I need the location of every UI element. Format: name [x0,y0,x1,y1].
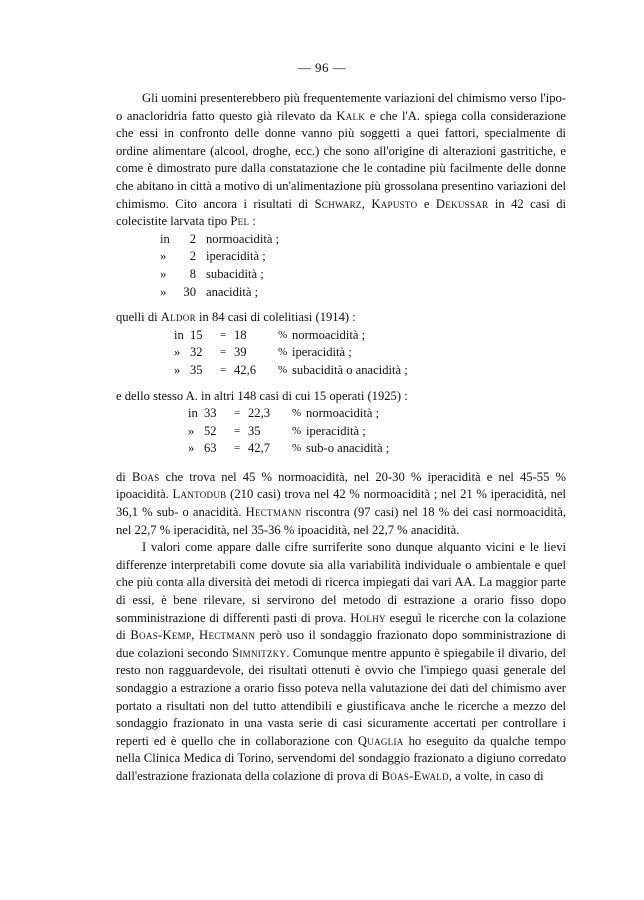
list-count: 32 [190,345,203,360]
author-name: Dekussar [435,196,489,211]
text-run: , [361,196,372,211]
list-item [174,327,566,345]
percent-sign: % [292,407,302,420]
paragraph-3 [116,388,566,406]
list-prefix: » [174,362,181,377]
list-count: 35 [190,362,203,377]
text-run: , [191,628,200,643]
list-count: 30 [183,284,196,299]
text-run: ho eseguito da qualche tempo nella Clinica Medica di Torino, servendomi del sondaggio frazionato a digiuno corredato dall'estrazione frazionata della colazione di prova di [116,733,566,783]
list-count: 33 [204,406,217,421]
list-item [188,423,566,441]
list-item [160,248,566,266]
percent-sign: % [278,363,288,376]
list-label: normoacidità ; [306,406,380,421]
list-label: normoacidità ; [206,231,280,246]
list-label: subacidità o anacidità ; [292,362,408,377]
author-name: Hectmann [245,505,302,520]
author-name: Hectmann [199,628,256,643]
list-label: iperacidità ; [206,249,266,264]
paragraph-2 [116,309,566,327]
list-value: 42,6 [234,362,257,377]
list-prefix: » [160,249,167,264]
equals-sign: = [234,407,241,420]
text-run: . Comunque mentre appunto è spiegabile il divario, del resto non ragguardevole, dei risultati ottenuti è ovvio che l'impiego quasi generale del sondaggio a estrazione a orario fisso poteva nella valutazione dei dati del chimismo aver portato a risultati non del tutto attendibili e giustificava anche le ricerche a mezzo del sondaggio frazionato in una vasta serie di casi sicuramente accertati per controllare i reperti ed è quello che in collaborazione con [116,645,566,748]
percent-sign: % [292,424,302,437]
author-name: Pel [230,214,250,229]
text-run: Gli uomini presenterebbero più frequentemente variazioni del chimismo verso l'ipo-o anacloridria fatto questo già rilevato da [116,91,566,123]
text-run: riscontra (97 casi) nel 18 % dei casi normoacidità, nel 22,7 % iperacidità, nel 35-36 % ipoacidità, nel 22,7 % anacidità. [116,505,567,537]
author-name: Lantodub [172,487,227,502]
text-run: in 84 casi di colelitiasi (1914) : [195,310,356,325]
paragraph-4 [116,469,566,539]
list-item [160,284,566,302]
text-run: di [116,469,132,484]
list-label: subacidità ; [206,266,264,281]
paragraph-1 [116,90,566,231]
author-name: Kapusto [371,196,418,211]
list-label: anacidità ; [206,284,259,299]
author-name: Simnitzky [232,645,287,660]
list-count: 52 [204,423,217,438]
list-item [174,362,566,380]
text-run: in 42 casi di colecistite larvata tipo [116,196,567,229]
percent-sign: % [292,442,302,455]
list-item [160,231,566,249]
text-run: e dello stesso A. in altri 148 casi di cui 15 operati (1925) : [116,388,408,403]
paragraph-5 [116,539,566,785]
list-value: 42,7 [248,441,271,456]
text-run: , a volte, in caso di [448,768,544,783]
equals-sign: = [220,363,227,376]
list-item [174,344,566,362]
list-value: 22,3 [248,406,271,421]
list-count: 8 [189,266,196,281]
list-colelitiasi-1914 [174,327,566,380]
text-run: e che l'A. spiega colla considerazione che essi in confronto delle donne vanno più soggetti a quei fattori, specialmente di ordine alimentare (alcool, droghe, ecc.) che sono all'origine di alterazioni gastritiche, e come è dimostrato pure dalla constatazione che le contadine più facilmente delle donne che abitano in città a motivo di un'alimentazione più grossolana presentino variazioni del chimismo. Cito ancora i risultati di [116,108,566,211]
list-item [160,266,566,284]
list-count: 2 [189,231,196,246]
list-label: sub-o anacidità ; [306,441,390,456]
author-name: Quaglia [357,733,404,748]
list-prefix: » [188,423,195,438]
equals-sign: = [234,424,241,437]
list-prefix: in [188,406,198,421]
list-prefix: » [188,441,195,456]
list-prefix: » [174,345,181,360]
list-prefix: » [160,284,167,299]
text-run: che trova nel 45 % normoacidità, nel 20-30 % iperacidità e nel 45-55 % ipoacidità. [116,469,566,502]
list-count: 15 [190,327,203,342]
text-run: (210 casi) trova nel 42 % normoacidità ; nel 21 % iperacidità, nel 36,1 % sub- o anacidità. [116,487,566,520]
text-run: I valori come appare dalle cifre surriferite sono dunque alquanto vicini e le lievi differenze interpretabili come dovute sia alla variabilità individuale o ambientale e quel che più conta alla diversità dei metodi di ricerca impiegati dai vari AA. La maggior parte di essi, è bene rilevare, si servirono del metodo di estrazione a orario fisso dopo somministrazione di differenti pasti di prova. [116,540,566,625]
author-name: Boas-Ewald [381,768,449,783]
list-casi-1925 [188,405,566,458]
list-count: 2 [189,249,196,264]
list-prefix: in [174,327,184,342]
percent-sign: % [278,346,288,359]
author-name: Boas-Kemp [130,628,192,643]
list-label: iperacidità ; [292,345,352,360]
text-run: eseguì le ricerche con la colazione di [116,610,566,643]
list-value: 39 [234,345,247,360]
equals-sign: = [220,346,227,359]
text-run: quelli di [116,310,161,325]
page-number: — 96 — [297,60,347,75]
list-count: 63 [204,441,217,456]
list-prefix: » [160,266,167,281]
list-colecistite [160,231,566,301]
text-run: però uso il sondaggio frazionato dopo somministrazione di due colazioni secondo [116,628,566,660]
author-name: Boas [131,469,160,484]
body-text [116,90,566,786]
author-name: Holhy [350,610,386,625]
list-label: normoacidità ; [292,327,366,342]
text-run: e [417,196,436,211]
author-name: Aldor [160,310,196,325]
list-label: iperacidità ; [306,423,366,438]
text-run: : [249,214,256,229]
author-name: Schwarz [314,196,362,211]
list-value: 35 [248,423,261,438]
percent-sign: % [278,328,288,341]
equals-sign: = [234,442,241,455]
list-item [188,440,566,458]
list-prefix: in [160,231,170,246]
list-value: 18 [234,327,247,342]
equals-sign: = [220,328,227,341]
list-item [188,405,566,423]
author-name: Kalk [336,108,366,123]
